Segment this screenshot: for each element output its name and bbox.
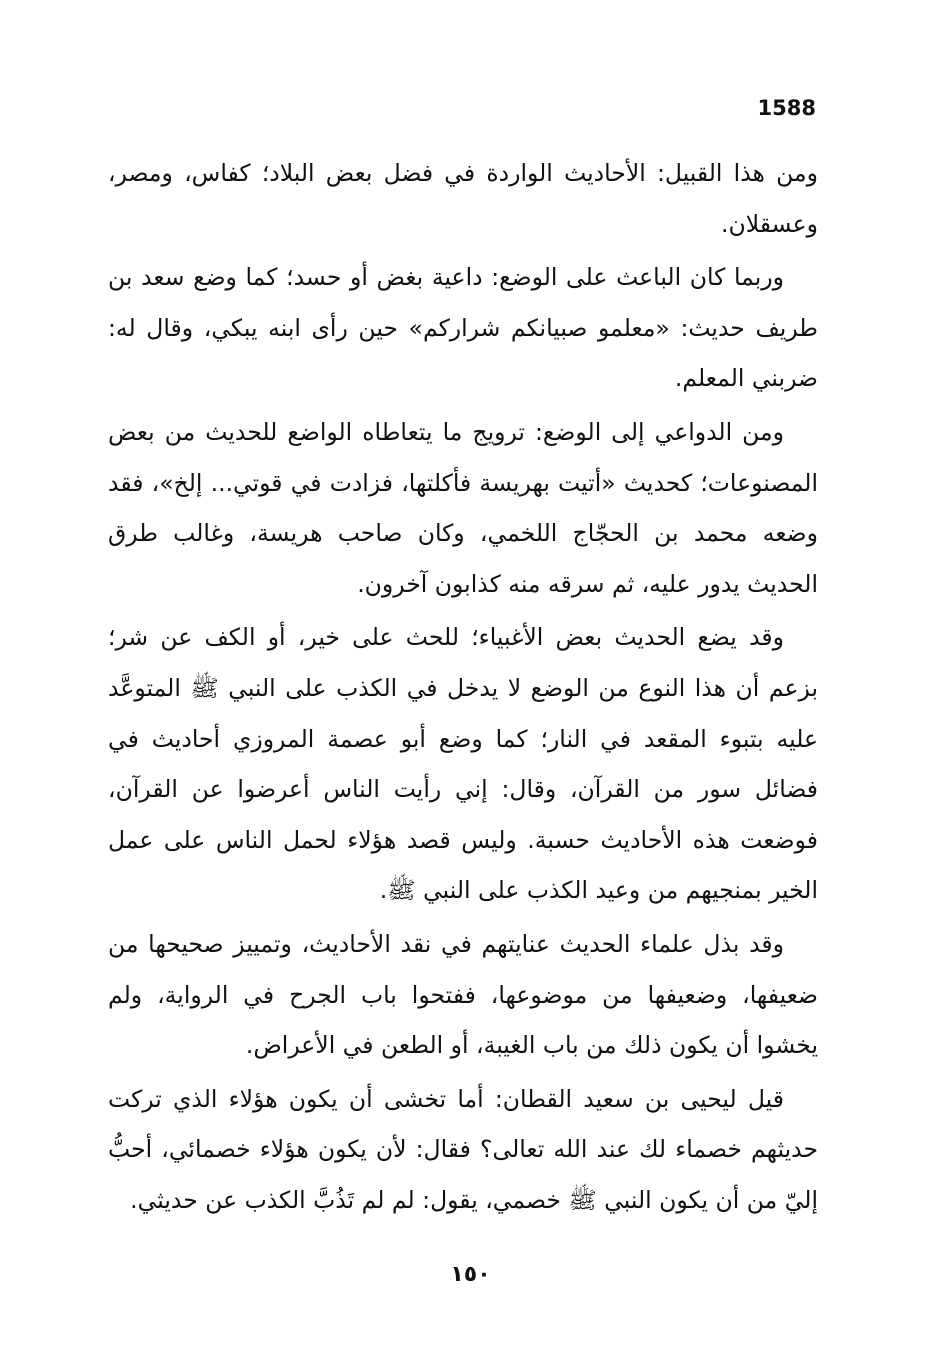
page-number: ١٥٠ xyxy=(450,1262,491,1287)
paragraph-3: ومن الدواعي إلى الوضع: ترويج ما يتعاطاه الواضع للحديث من بعض المصنوعات؛ كحديث «أتيت بهريسة فأكلتها، فزادت في قوتي... إلخ»، فقد وضعه محمد بن الحجّاج اللخمي، وكان صاحب هريسة، وغالب طرق الحديث يدور عليه، ثم سرقه منه كذابون آخرون. xyxy=(108,417,818,598)
paragraph-5: وقد بذل علماء الحديث عنايتهم في نقد الأحاديث، وتمييز صحيحها من ضعيفها، وضعيفها من موضوعها، ففتحوا باب الجرح في الرواية، ولم يخشوا أن يكون ذلك من باب الغيبة، أو الطعن في الأعراض. xyxy=(108,929,818,1060)
body-text xyxy=(108,148,818,1228)
paragraph-6: قيل ليحيى بن سعيد القطان: أما تخشى أن يكون هؤلاء الذي تركت حديثهم خصماء لك عند الله تعالى؟ فقال: لأن يكون هؤلاء خصمائي، أحبُّ إليّ من أن يكون النبي ﷺ خصمي، يقول: لم لم تَذُبَّ الكذب عن حديثي. xyxy=(108,1084,818,1214)
paragraph-1: ومن هذا القبيل: الأحاديث الواردة في فضل بعض البلاد؛ كفاس، ومصر، وعسقلان. xyxy=(108,159,818,238)
paragraph-4: وقد يضع الحديث بعض الأغبياء؛ للحث على خير، أو الكف عن شر؛ بزعم أن هذا النوع من الوضع لا يدخل في الكذب على النبي ﷺ المتوعَّد عليه بتبوء المقعد في النار؛ كما وضع أبو عصمة المروزي أحاديث في فضائل سور من القرآن، وقال: إني رأيت الناس أعرضوا عن القرآن، فوضعت هذه الأحاديث حسبة. وليس قصد هؤلاء لحمل الناس على عمل الخير بمنجيهم من وعيد الكذب على النبي ﷺ. xyxy=(108,623,818,905)
folio-number: 1588 xyxy=(757,96,816,120)
paragraph-2: وربما كان الباعث على الوضع: داعية بغض أو حسد؛ كما وضع سعد بن طريف حديث: «معلمو صبيانكم شراركم» حين رأى ابنه يبكي، وقال له: ضربني المعلم. xyxy=(108,263,818,393)
